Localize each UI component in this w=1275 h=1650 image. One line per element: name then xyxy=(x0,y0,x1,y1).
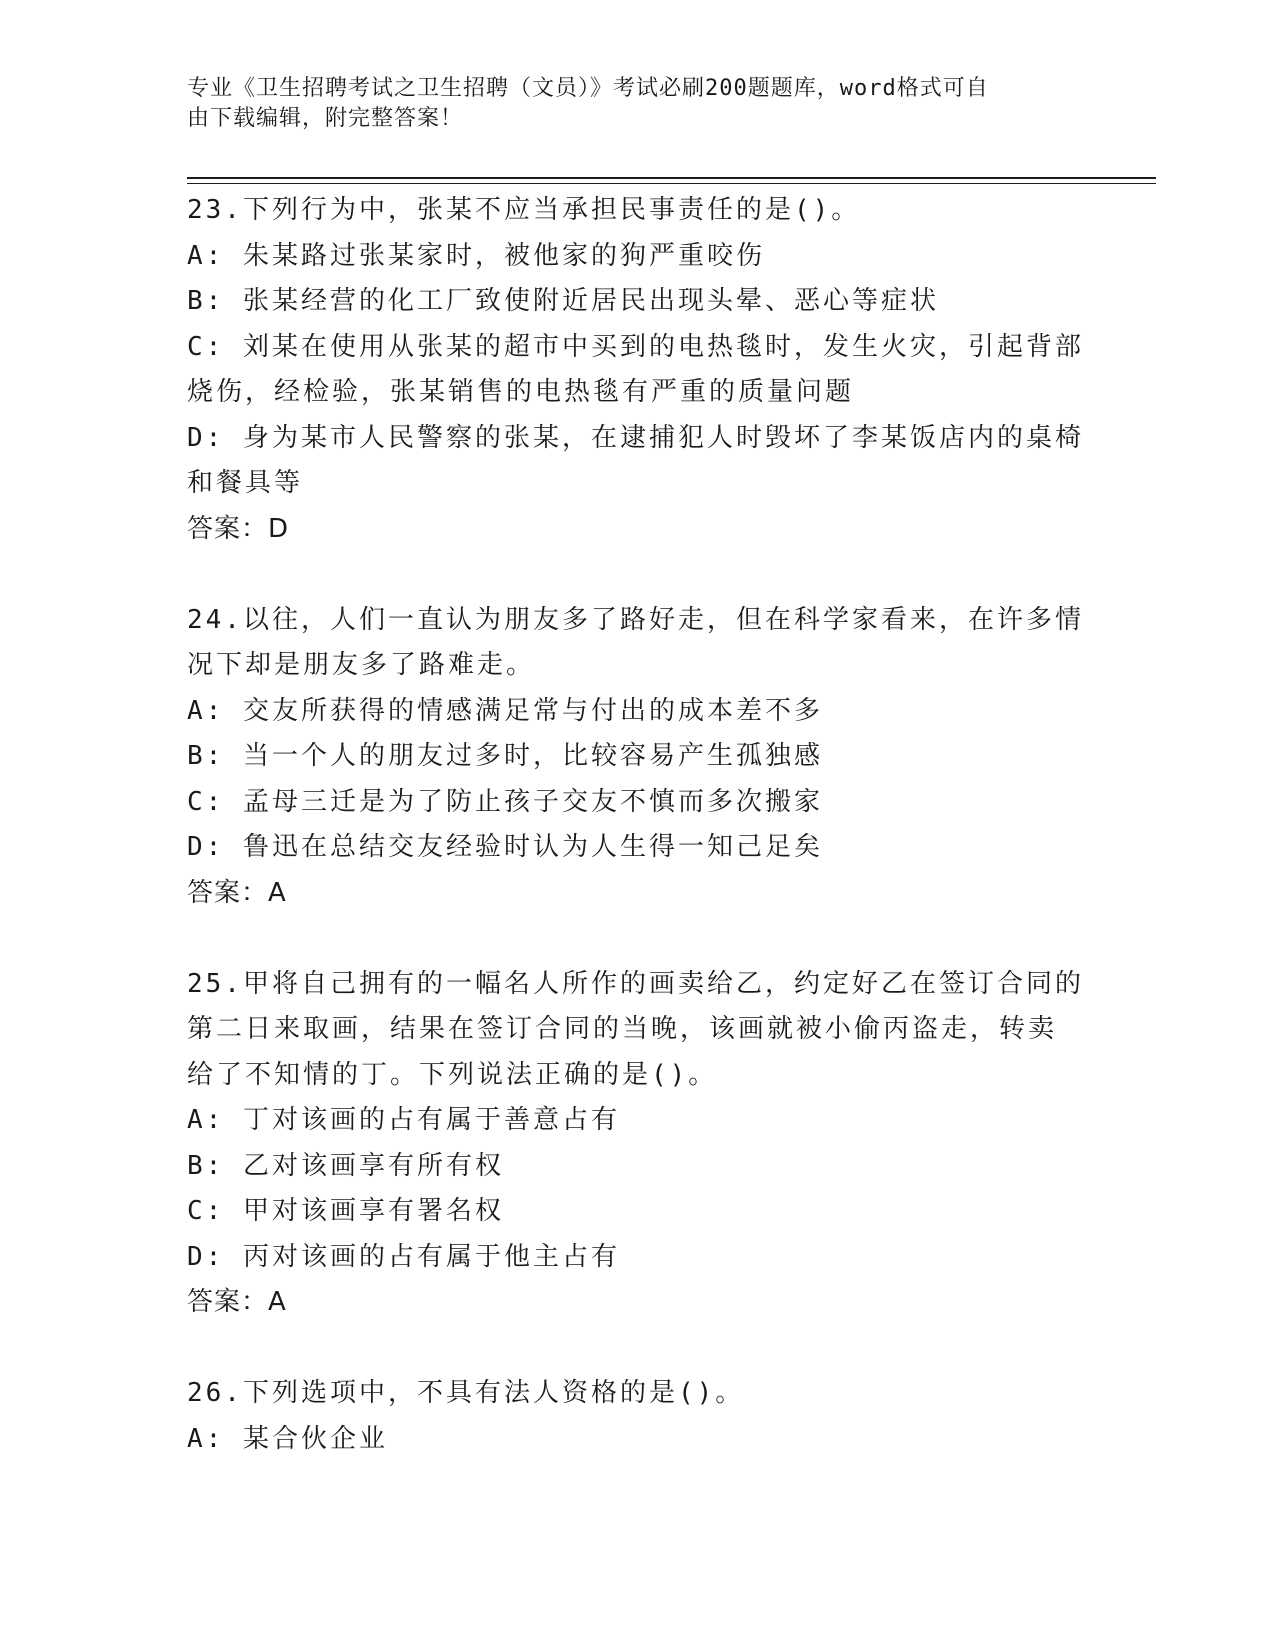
question-24 xyxy=(187,598,1087,917)
question-stem-continued: 况下却是朋友多了路难走。 xyxy=(187,650,536,680)
option-b: B: 乙对该画享有所有权 xyxy=(187,1150,504,1181)
option-a: A: 朱某路过张某家时，被他家的狗严重咬伤 xyxy=(187,240,765,271)
option-a: A: 交友所获得的情感满足常与付出的成本差不多 xyxy=(187,695,823,726)
answer-label: 答案：A xyxy=(187,877,287,908)
option-d: D: 身为某市人民警察的张某，在逮捕犯人时毁坏了李某饭店内的桌椅 xyxy=(187,422,1084,453)
option-c: C: 刘某在使用从张某的超市中买到的电热毯时，发生火灾，引起背部 xyxy=(187,331,1084,362)
question-stem: 24.以往，人们一直认为朋友多了路好走，但在科学家看来，在许多情 xyxy=(187,604,1084,635)
document-header xyxy=(187,74,1087,134)
option-c: C: 甲对该画享有署名权 xyxy=(187,1196,504,1226)
header-rule-thin xyxy=(187,183,1156,184)
answer-label: 答案：A xyxy=(187,1287,287,1317)
question-stem-continued: 给了不知情的丁。下列说法正确的是()。 xyxy=(187,1059,718,1090)
option-b: B: 张某经营的化工厂致使附近居民出现头晕、恶心等症状 xyxy=(187,286,939,316)
question-stem: 23.下列行为中，张某不应当承担民事责任的是()。 xyxy=(187,195,861,225)
question-26 xyxy=(187,1371,1087,1462)
answer-label: 答案：D xyxy=(187,513,290,544)
question-stem: 26.下列选项中，不具有法人资格的是()。 xyxy=(187,1378,745,1408)
question-stem: 25.甲将自己拥有的一幅名人所作的画卖给乙，约定好乙在签订合同的 xyxy=(187,968,1084,999)
header-line-1: 专业《卫生招聘考试之卫生招聘（文员）》考试必刷200题题库，word格式可自 xyxy=(187,76,989,101)
option-a: A: 某合伙企业 xyxy=(187,1423,388,1454)
question-23 xyxy=(187,188,1087,552)
option-d: D: 鲁迅在总结交友经验时认为人生得一知己足矣 xyxy=(187,832,823,862)
header-line-2: 由下载编辑，附完整答案！ xyxy=(187,106,464,131)
header-rule-thick xyxy=(187,177,1156,179)
question-stem-continued: 第二日来取画，结果在签订合同的当晚，该画就被小偷丙盗走，转卖 xyxy=(187,1014,1058,1044)
option-a: A: 丁对该画的占有属于善意占有 xyxy=(187,1105,620,1135)
option-b: B: 当一个人的朋友过多时，比较容易产生孤独感 xyxy=(187,741,823,771)
option-d: D: 丙对该画的占有属于他主占有 xyxy=(187,1241,620,1272)
question-25 xyxy=(187,962,1087,1326)
question-list xyxy=(187,188,1087,1462)
option-d-continued: 和餐具等 xyxy=(187,468,304,498)
option-c: C: 孟母三迁是为了防止孩子交友不慎而多次搬家 xyxy=(187,786,823,817)
option-c-continued: 烧伤，经检验，张某销售的电热毯有严重的质量问题 xyxy=(187,377,855,407)
